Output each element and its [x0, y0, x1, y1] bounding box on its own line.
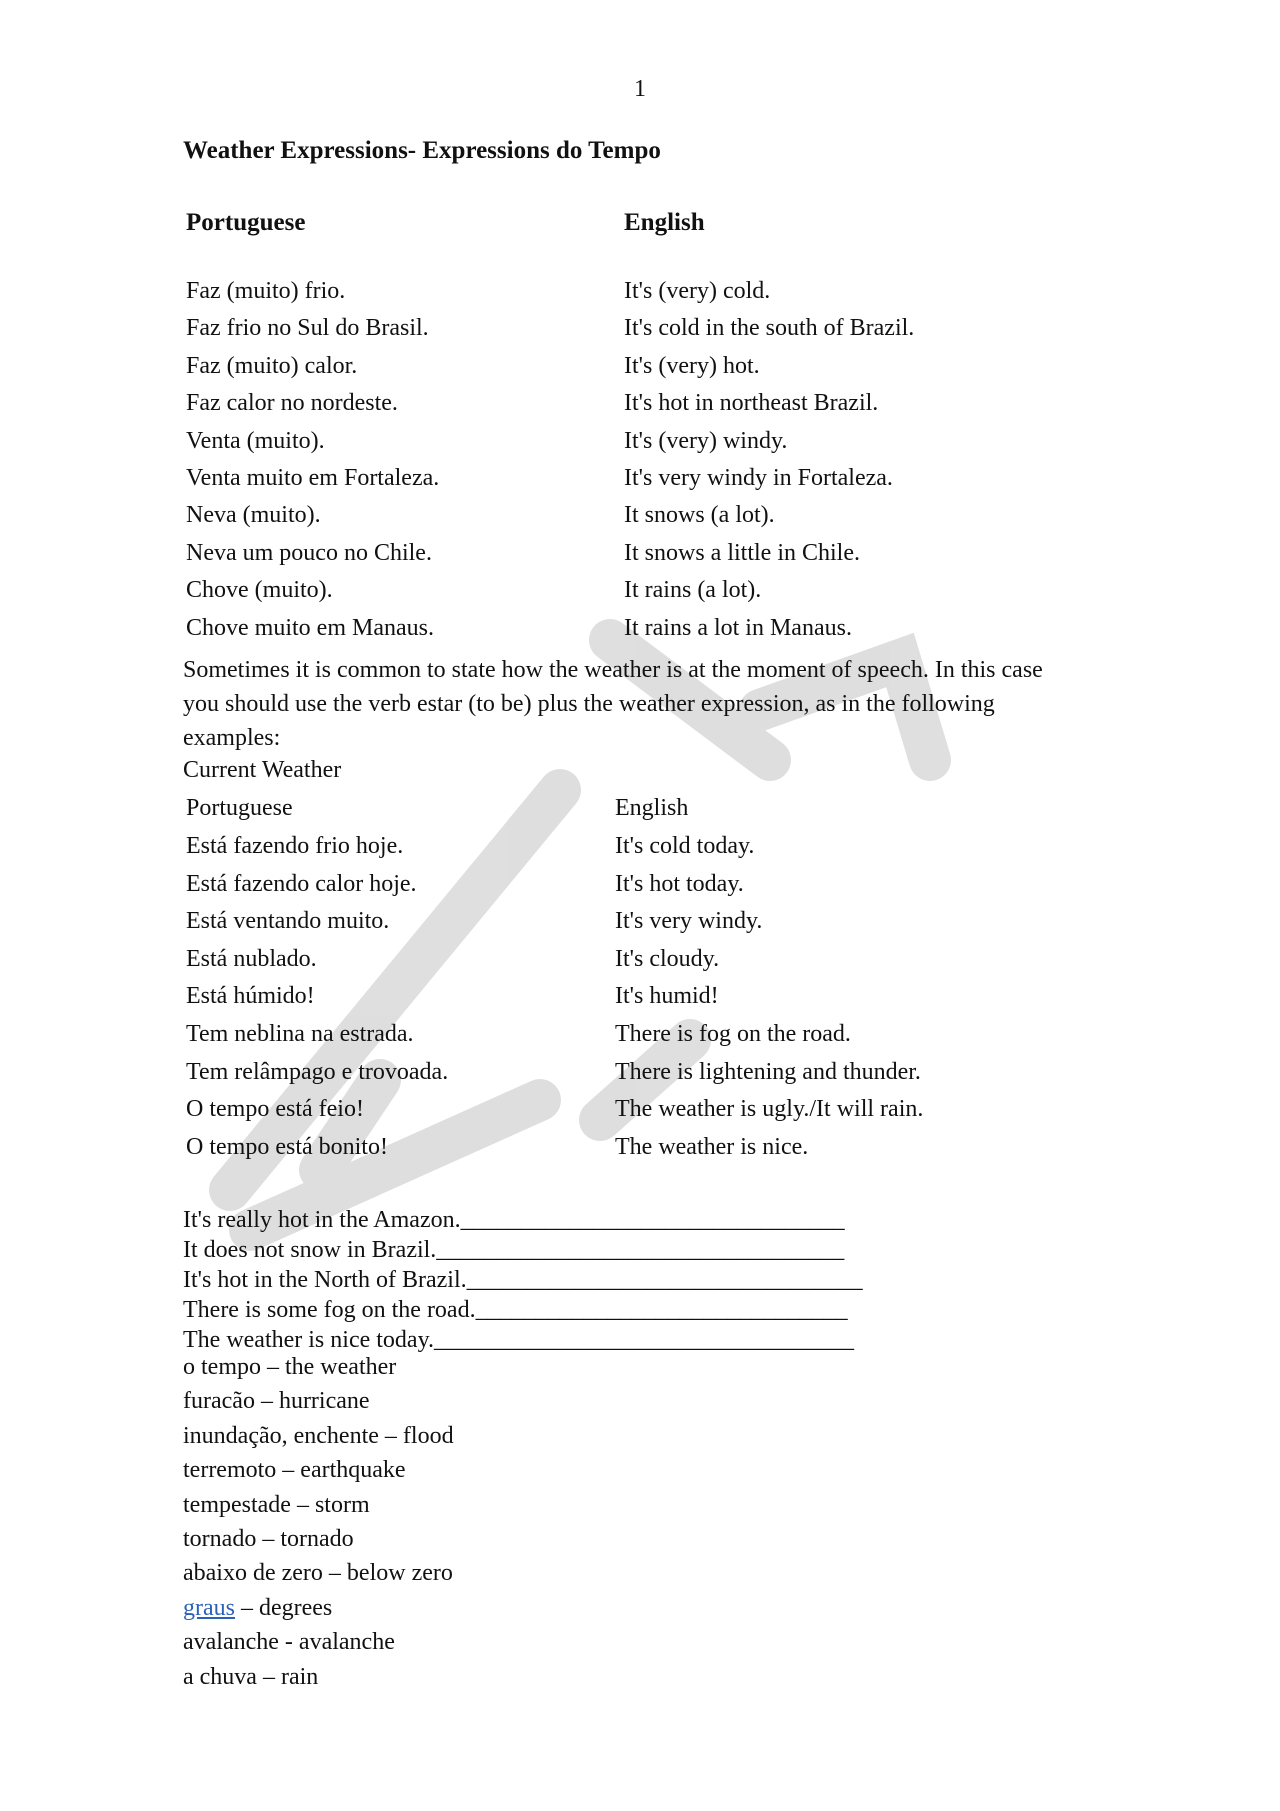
table1-header-portuguese: Portuguese — [186, 209, 306, 236]
portuguese-expression: Está fazendo frio hoje. — [186, 833, 404, 859]
english-translation: The weather is nice. — [615, 1133, 809, 1160]
portuguese-expression: Tem relâmpago e trovoada. — [186, 1058, 449, 1085]
paragraph-line: Sometimes it is common to state how the weather is at the moment of speech. In this case — [183, 657, 1043, 683]
english-translation: It's humid! — [615, 983, 719, 1010]
table2-header-english: English — [615, 795, 689, 821]
english-translation: It's very windy in Fortaleza. — [624, 465, 893, 491]
vocabulary-definition: – degrees — [234, 1594, 333, 1621]
page-title: Weather Expressions- Expressions do Tempo — [183, 137, 661, 164]
english-translation: It's (very) cold. — [624, 278, 771, 304]
table2-header-portuguese: Portuguese — [186, 795, 293, 821]
table1-header-english: English — [624, 209, 705, 236]
portuguese-expression: Faz (muito) frio. — [186, 278, 346, 304]
table-row — [0, 465, 1280, 501]
vocabulary-item: tornado – tornado — [183, 1526, 354, 1552]
exercise-line: There is some fog on the road._______________________________ — [183, 1297, 848, 1323]
table-row — [0, 871, 1280, 907]
explanation-paragraph — [183, 653, 1123, 755]
portuguese-expression: Está ventando muito. — [186, 908, 390, 935]
portuguese-expression: O tempo está bonito! — [186, 1133, 388, 1160]
english-translation: It's hot today. — [615, 870, 744, 897]
table-row — [0, 983, 1280, 1019]
table-row — [0, 278, 1280, 314]
portuguese-expression: Faz calor no nordeste. — [186, 390, 398, 417]
exercise-line: It's hot in the North of Brazil._________________________________ — [183, 1267, 863, 1293]
table-row — [0, 1134, 1280, 1170]
table-row — [0, 315, 1280, 351]
vocabulary-item: terremoto – earthquake — [183, 1457, 406, 1484]
english-translation: There is lightening and thunder. — [615, 1058, 921, 1085]
portuguese-expression: Venta muito em Fortaleza. — [186, 465, 440, 491]
table-row — [0, 615, 1280, 651]
table-row — [0, 908, 1280, 944]
english-translation: It's cold today. — [615, 833, 755, 859]
vocabulary-item: tempestade – storm — [183, 1491, 370, 1518]
portuguese-expression: O tempo está feio! — [186, 1096, 364, 1123]
vocabulary-item: furacão – hurricane — [183, 1388, 370, 1415]
current-weather-label: Current Weather — [183, 757, 342, 783]
vocabulary-item — [183, 1595, 332, 1622]
english-translation: The weather is ugly./It will rain. — [615, 1096, 924, 1123]
paragraph-line: you should use the verb estar (to be) plus the weather expression, as in the following — [183, 691, 995, 717]
vocabulary-item: a chuva – rain — [183, 1663, 319, 1690]
english-translation: There is fog on the road. — [615, 1021, 851, 1047]
exercise-line: It's really hot in the Amazon.________________________________ — [183, 1207, 845, 1233]
paragraph-line: examples: — [183, 725, 281, 751]
table-row — [0, 1059, 1280, 1095]
portuguese-expression: Tem neblina na estrada. — [186, 1021, 414, 1047]
table-row — [0, 577, 1280, 613]
portuguese-expression: Faz (muito) calor. — [186, 352, 358, 379]
table-row — [0, 353, 1280, 389]
portuguese-expression: Chove muito em Manaus. — [186, 614, 434, 641]
table-row — [0, 540, 1280, 576]
table-row — [0, 833, 1280, 869]
table-row — [0, 428, 1280, 464]
table-row — [0, 1096, 1280, 1132]
table-row — [0, 1021, 1280, 1057]
english-translation: It's cold in the south of Brazil. — [624, 315, 915, 342]
english-translation: It's very windy. — [615, 908, 763, 935]
table-row — [0, 946, 1280, 982]
english-translation: It snows a little in Chile. — [624, 539, 860, 566]
graus-link[interactable]: graus — [183, 1594, 235, 1621]
table-row — [0, 390, 1280, 426]
portuguese-expression: Está fazendo calor hoje. — [186, 870, 417, 897]
portuguese-expression: Neva um pouco no Chile. — [186, 539, 432, 566]
portuguese-expression: Venta (muito). — [186, 427, 325, 454]
english-translation: It's cloudy. — [615, 945, 720, 972]
english-translation: It rains a lot in Manaus. — [624, 614, 852, 641]
exercise-line: The weather is nice today.___________________________________ — [183, 1327, 855, 1353]
portuguese-expression: Chove (muito). — [186, 577, 333, 604]
portuguese-expression: Neva (muito). — [186, 502, 321, 529]
vocabulary-item: avalanche - avalanche — [183, 1629, 395, 1656]
english-translation: It snows (a lot). — [624, 502, 775, 529]
vocabulary-item: o tempo – the weather — [183, 1354, 397, 1380]
english-translation: It rains (a lot). — [624, 577, 762, 604]
english-translation: It's (very) windy. — [624, 427, 788, 454]
vocabulary-item: abaixo de zero – below zero — [183, 1560, 453, 1587]
table-row — [0, 502, 1280, 538]
page-number: 1 — [634, 76, 646, 102]
english-translation: It's (very) hot. — [624, 352, 760, 379]
portuguese-expression: Está nublado. — [186, 945, 317, 972]
portuguese-expression: Está húmido! — [186, 983, 315, 1010]
english-translation: It's hot in northeast Brazil. — [624, 390, 879, 417]
vocabulary-item: inundação, enchente – flood — [183, 1422, 454, 1449]
exercise-line: It does not snow in Brazil.__________________________________ — [183, 1237, 845, 1263]
portuguese-expression: Faz frio no Sul do Brasil. — [186, 315, 429, 342]
